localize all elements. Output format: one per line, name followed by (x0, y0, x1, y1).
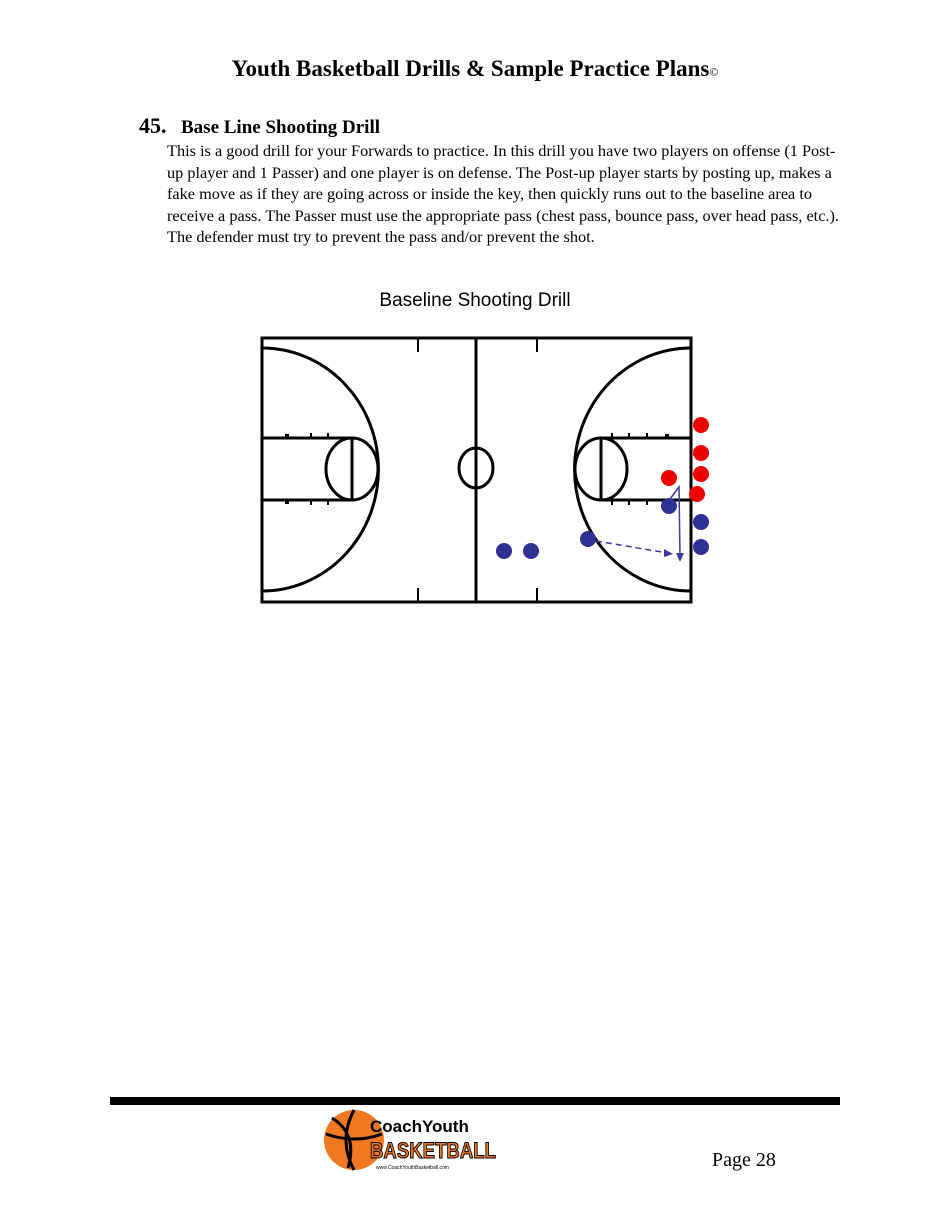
logo-text-bottom: BASKETBALL (370, 1138, 496, 1163)
offense-players (661, 417, 709, 502)
player-red (693, 466, 709, 482)
player-blue (693, 514, 709, 530)
player-red (693, 445, 709, 461)
cut-arrow (670, 487, 680, 556)
diagram-title: Baseline Shooting Drill (379, 290, 571, 311)
player-red (661, 470, 677, 486)
title-text: Youth Basketball Drills & Sample Practice Plans (231, 56, 710, 81)
drill-description: This is a good drill for your Forwards to practice. In this drill you have two players on offense (1 Post-up player and 1 Passer) and one player is on defense. The Post-up player starts by posting up, makes a fake move as if they are going across or inside the key, then quickly runs out to the baseline area to receive a pass. The Passer must use the appropriate pass (chest pass, bounce pass, over head pass, etc.). The defender must try to prevent the pass and/or prevent the shot. (167, 141, 839, 246)
lane-marks (311, 433, 647, 505)
player-blue (661, 498, 677, 514)
logo-url: www.CoachYouthBasketball.com (376, 1165, 449, 1171)
player-blue (496, 543, 512, 559)
arrowhead-icon (664, 549, 673, 557)
arrowhead-icon (676, 553, 684, 562)
player-blue (523, 543, 539, 559)
player-red (689, 486, 705, 502)
left-three-point-arc (262, 348, 378, 591)
logo-text-top: CoachYouth (370, 1117, 469, 1136)
drill-title: Base Line Shooting Drill (181, 117, 380, 138)
drill-number: 45. (139, 113, 167, 138)
player-blue (693, 539, 709, 555)
player-red (693, 417, 709, 433)
page-number: Page 28 (712, 1149, 776, 1171)
right-key (601, 438, 691, 500)
court-lines (262, 338, 691, 602)
coach-youth-basketball-logo (318, 1104, 500, 1174)
left-key (262, 438, 352, 500)
copyright-symbol: © (709, 65, 719, 79)
player-blue (580, 531, 596, 547)
right-three-point-arc (575, 348, 691, 591)
